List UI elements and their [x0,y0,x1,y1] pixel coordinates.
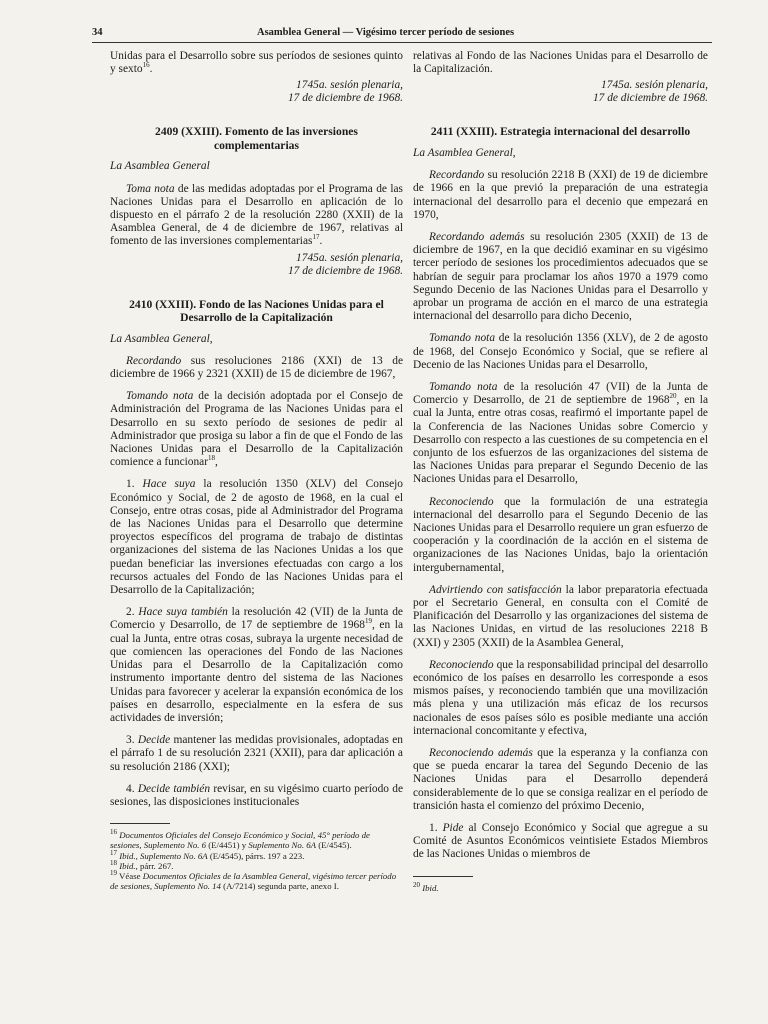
paragraph: Reconociendo que la formulación de una estrategia internacional del desarrollo para el Segundo Decenio de las Naciones Unidas para el Desarrollo requiere un gran esfuerzo de cooperación y la coordinación de la acción en el sistema de organizaciones de las Naciones Unidas, bajo la orientación intergubernamental, [413,495,708,574]
paragraph: Recordando además su resolución 2305 (XXII) de 13 de diciembre de 1967, en la que decidió examinar en su vigésimo tercer período de sesiones los procedimientos adecuados que se habrían de seguir para proclamar los años 1970 a 1979 como Segundo Decenio de las Naciones Unidas para el Desarrollo y aprobar un programa de acción en el marco de una estrategia internacional del desarrollo para dicho Decenio, [413,230,708,323]
operative-paragraph-1: 1. Hace suya la resolución 1350 (XLV) del Consejo Económico y Social, de 2 de agosto de 1968, en la cual el Consejo, entre otras cosas, pide al Administrador del Programa de las Naciones Unidas para el Desarrollo que determine proyectos específicos del programa de trabajo de distintas organizaciones del sistema de las Naciones Unidas a los que puedan beneficiar las inversiones efectuadas con cargo a los recursos actuales del Fondo de las Naciones Unidas para el Desarrollo de la Capitalización; [110,478,403,597]
assembly-heading: La Asamblea General, [413,146,516,159]
assembly-heading: La Asamblea General, [110,332,213,345]
session-signature: 1745a. sesión plenaria, 17 de diciembre de 1968. [287,251,403,277]
footnote-18: $^{18}$ Ibid., párr. 267. [110,858,174,871]
operative-paragraph-4: 4. Decide también revisar, en su vigésimo cuarto período de sesiones, las disposiciones institucionales [110,782,404,808]
page-number: 34 [92,27,103,38]
paragraph: Advirtiendo con satisfacción la labor preparatoria efectuada por el Secretario General, en consulta con el Comité de Planificación del Desarrollo y las organizaciones del sistema de las Naciones Unidas, en virtud de las resoluciones 2218 B (XXI) y 2305 (XXII) de la Asamblea General, [413,583,708,649]
operative-paragraph-3: 3. Decide mantener las medidas provisionales, adoptadas en el párrafo 1 de su resolución 2321 (XXII), para dar aplicación a su resolución 2186 (XXI); [110,734,403,773]
footnote-divider [413,876,473,877]
footnote-20: $^{20}$ Ibid. [413,880,439,893]
paragraph: Toma nota de las medidas adoptadas por el Programa de las Naciones Unidas para el Desarrollo en aplicación de lo dispuesto en el párrafo 2 de la resolución 2280 (XXII) de la Asamblea General, de 4 de diciembre de 1967, relativas al fomento de las inversiones complementarias$^{17}$. [110,182,403,248]
paragraph: Tomando nota de la decisión adoptada por el Consejo de Administración del Programa de las Naciones Unidas para el Desarrollo en su sexto período de sesiones de pedir al Administrador que prosiga su labor a fin de que el Fondo de las Naciones Unidas para el Desarrollo de la Capitalización comience a funcionar$^{18}$, [110,390,403,469]
paragraph: Reconociendo que la responsabilidad principal del desarrollo económico de los países en desarrollo les corresponde a esos mismos países, y reconociendo también que una movilización más plena y una utilización más eficaz de los recursos nacionales de esos países sólo es posible mediante una acción internacional concomitante y efectiva, [413,658,708,737]
operative-paragraph-2: 2. Hace suya también la resolución 42 (VII) de la Junta de Comercio y Desarrollo, de 17 de septiembre de 1968$^{19}$, en la cual la Junta, entre otras cosas, subraya la urgente necesidad de que comiencen las operaciones del Fondo de las Naciones Unidas para el Desarrollo de la Capitalización como instrumento importante dentro del sistema de las Naciones Unidas para favorecer y acelerar la expansión económica de los países en desarrollo, especialmente en la esfera de sus actividades de inversión; [110,606,404,724]
footnote-19: $^{19}$ Véase Documentos Oficiales de la Asamblea General, vigésimo tercer período de sesiones, Suplemento No. 14 (A/7214) segunda parte, anexo I. [110,869,397,892]
paragraph: Recordando su resolución 2218 B (XXI) de 19 de diciembre de 1966 en la que previó la preparación de una estrategia internacional del desarrollo para el decenio que empezará en 1970, [413,169,708,221]
running-header [92,24,712,43]
paragraph: Tomando nota de la resolución 1356 (XLV), de 2 de agosto de 1968, del Consejo Económico y Social, que se refiere al Decenio de las Naciones Unidas para el Desarrollo, [413,332,708,371]
right-column [413,50,708,893]
assembly-heading: La Asamblea General [110,160,210,173]
footnote-divider [110,823,170,824]
footnote-17: $^{17}$ Ibid., Suplemento No. 6A (E/4545), párrs. 197 a 223. [110,848,305,861]
left-column [110,50,403,891]
resolution-title-2410: 2410 (XXIII). Fondo de las Naciones Unidas para el Desarrollo de la Capitalización [129,297,384,325]
operative-paragraph-1: 1. Pide al Consejo Económico y Social que agregue a su Comité de Asuntos Económicos veintisiete Estados Miembros de las Naciones Unidas o miembros de [413,822,709,861]
session-signature: 1745a. sesión plenaria, 17 de diciembre de 1968. [287,79,403,105]
paragraph: Tomando nota de la resolución 47 (VII) de la Junta de Comercio y Desarrollo, de 21 de septiembre de 1968$^{20}$, en la cual la Junta, entre otras cosas, reafirmó el importante papel de la Conferencia de las Naciones Unidas sobre Comercio y Desarrollo con respecto a las cuestiones de su competencia en el conjunto de los esfuerzos de las organizaciones del sistema de las Naciones Unidas para preparar el Segundo Decenio de las Naciones Unidas para el Desarrollo, [413,380,708,486]
paragraph: Recordando sus resoluciones 2186 (XXI) de 13 de diciembre de 1966 y 2321 (XXII) de 15 de diciembre de 1967, [110,354,403,381]
session-signature: 1745a. sesión plenaria, 17 de diciembre de 1968. [592,79,708,105]
running-title: Asamblea General — Vigésimo tercer período de sesiones [257,27,515,38]
continued-paragraph: relativas al Fondo de las Naciones Unidas para el Desarrollo de la Capitalización. [413,50,708,76]
resolution-title-2411: 2411 (XXIII). Estrategia internacional del desarrollo [430,125,691,139]
footnote-16: $^{16}$ Documentos Oficiales del Consejo Económico y Social, 45° período de sesiones, Suplemento No. 6 (E/4451) y Suplemento No. 6A (E/4545). [110,828,370,851]
continued-paragraph: Unidas para el Desarrollo sobre sus períodos de sesiones quinto y sexto$^{16}$. [110,50,403,76]
resolution-title-2409: 2409 (XXIII). Fomento de las inversiones complementarias [155,125,358,152]
paragraph: Reconociendo además que la esperanza y la confianza con que se pueda encarar la tarea del Segundo Decenio de las Naciones Unidas para el Desarrollo dependerá considerablemente de lo que se consiga realizar en el período de transición hasta el comienzo del próximo Decenio, [413,747,709,812]
